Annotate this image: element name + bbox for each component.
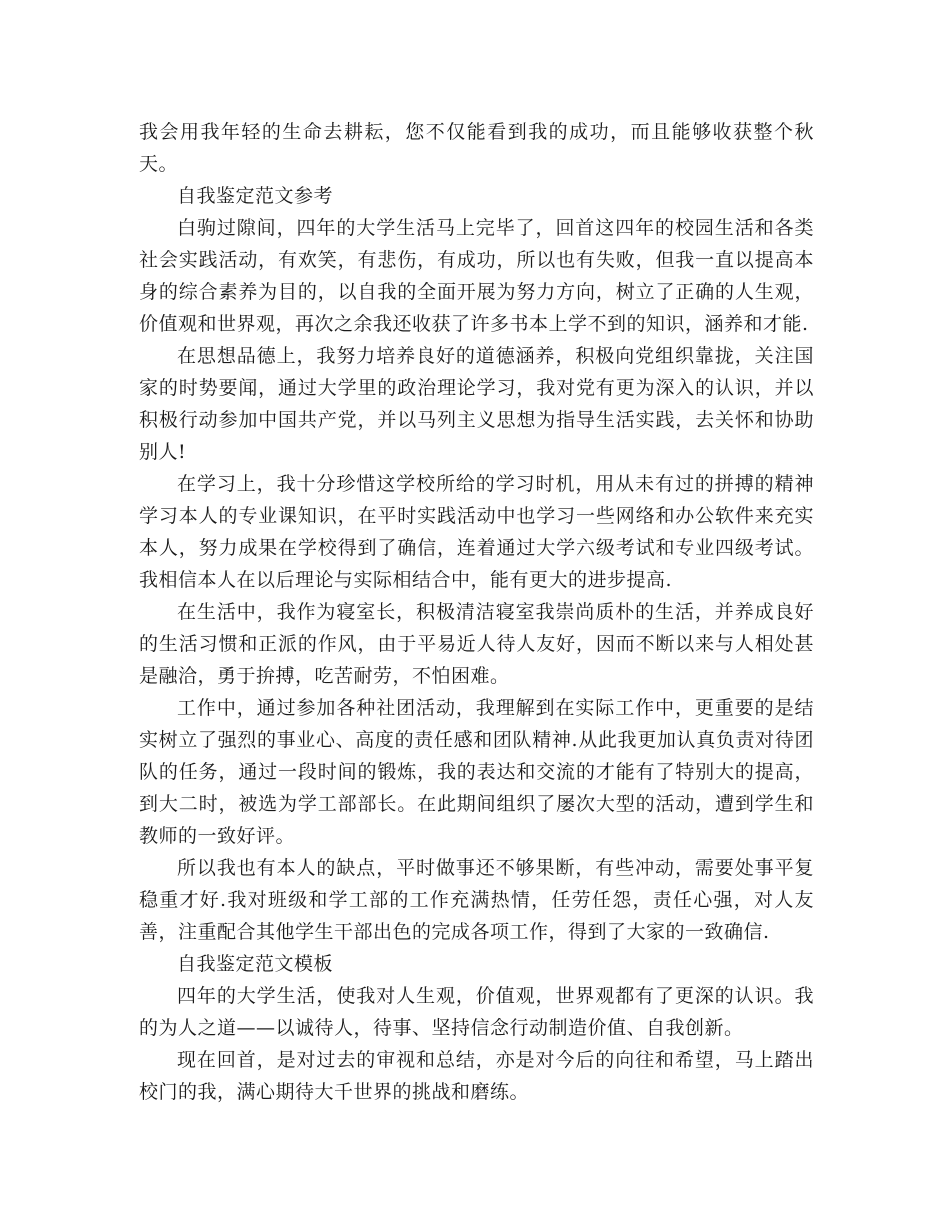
paragraph-closing-line: 我会用我年轻的生命去耕耘，您不仅能看到我的成功，而且能够收获整个秋天。 bbox=[139, 121, 814, 175]
section-heading-template: 自我鉴定范文模板 bbox=[177, 953, 334, 975]
document-body bbox=[139, 116, 814, 1108]
paragraph-intro: 白驹过隙间，四年的大学生活马上完毕了，回首这四年的校园生活和各类社会实践活动，有欢笑，有悲伤，有成功，所以也有失败，但我一直以提高本身的综合素养为目的，以自我的全面开展为努力方向，树立了正确的人生观，价值观和世界观，再次之余我还收获了许多书本上学不到的知识，涵养和才能. bbox=[139, 217, 814, 335]
paragraph-shortcomings: 所以我也有本人的缺点，平时做事还不够果断，有些冲动，需要处事平复稳重才好.我对班级和学工部的工作充满热情，任劳任怨，责任心强，对人友善，注重配合其他学生干部出色的完成各项工作，得到了大家的一致确信. bbox=[139, 857, 814, 943]
paragraph-worldview: 四年的大学生活，使我对人生观，价值观，世界观都有了更深的认识。我的为人之道——以诚待人，待事、坚持信念行动制造价值、自我创新。 bbox=[139, 985, 814, 1039]
paragraph-ideology: 在思想品德上，我努力培养良好的道德涵养，积极向党组织靠拢，关注国家的时势要闻，通过大学里的政治理论学习，我对党有更为深入的认识，并以积极行动参加中国共产党，并以马列主义思想为指导生活实践，去关怀和协助别人! bbox=[139, 345, 814, 463]
paragraph-looking-back: 现在回首，是对过去的审视和总结，亦是对今后的向往和希望，马上踏出校门的我，满心期待大千世界的挑战和磨练。 bbox=[139, 1049, 814, 1103]
paragraph-life: 在生活中，我作为寝室长，积极清洁寝室我崇尚质朴的生活，并养成良好的生活习惯和正派的作风，由于平易近人待人友好，因而不断以来与人相处甚是融洽，勇于拚搏，吃苦耐劳，不怕困难。 bbox=[139, 601, 814, 687]
paragraph-study: 在学习上，我十分珍惜这学校所给的学习时机，用从未有过的拼搏的精神学习本人的专业课知识，在平时实践活动中也学习一些网络和办公软件来充实本人，努力成果在学校得到了确信，连着通过大学六级考试和专业四级考试。我相信本人在以后理论与实际相结合中，能有更大的进步提高. bbox=[139, 473, 814, 591]
section-heading-reference: 自我鉴定范文参考 bbox=[177, 185, 334, 207]
paragraph-work: 工作中，通过参加各种社团活动，我理解到在实际工作中，更重要的是结实树立了强烈的事业心、高度的责任感和团队精神.从此我更加认真负责对待团队的任务，通过一段时间的锻炼，我的表达和交流的才能有了特别大的提高，到大二时，被选为学工部部长。在此期间组织了屡次大型的活动，遭到学生和教师的一致好评。 bbox=[139, 697, 814, 847]
